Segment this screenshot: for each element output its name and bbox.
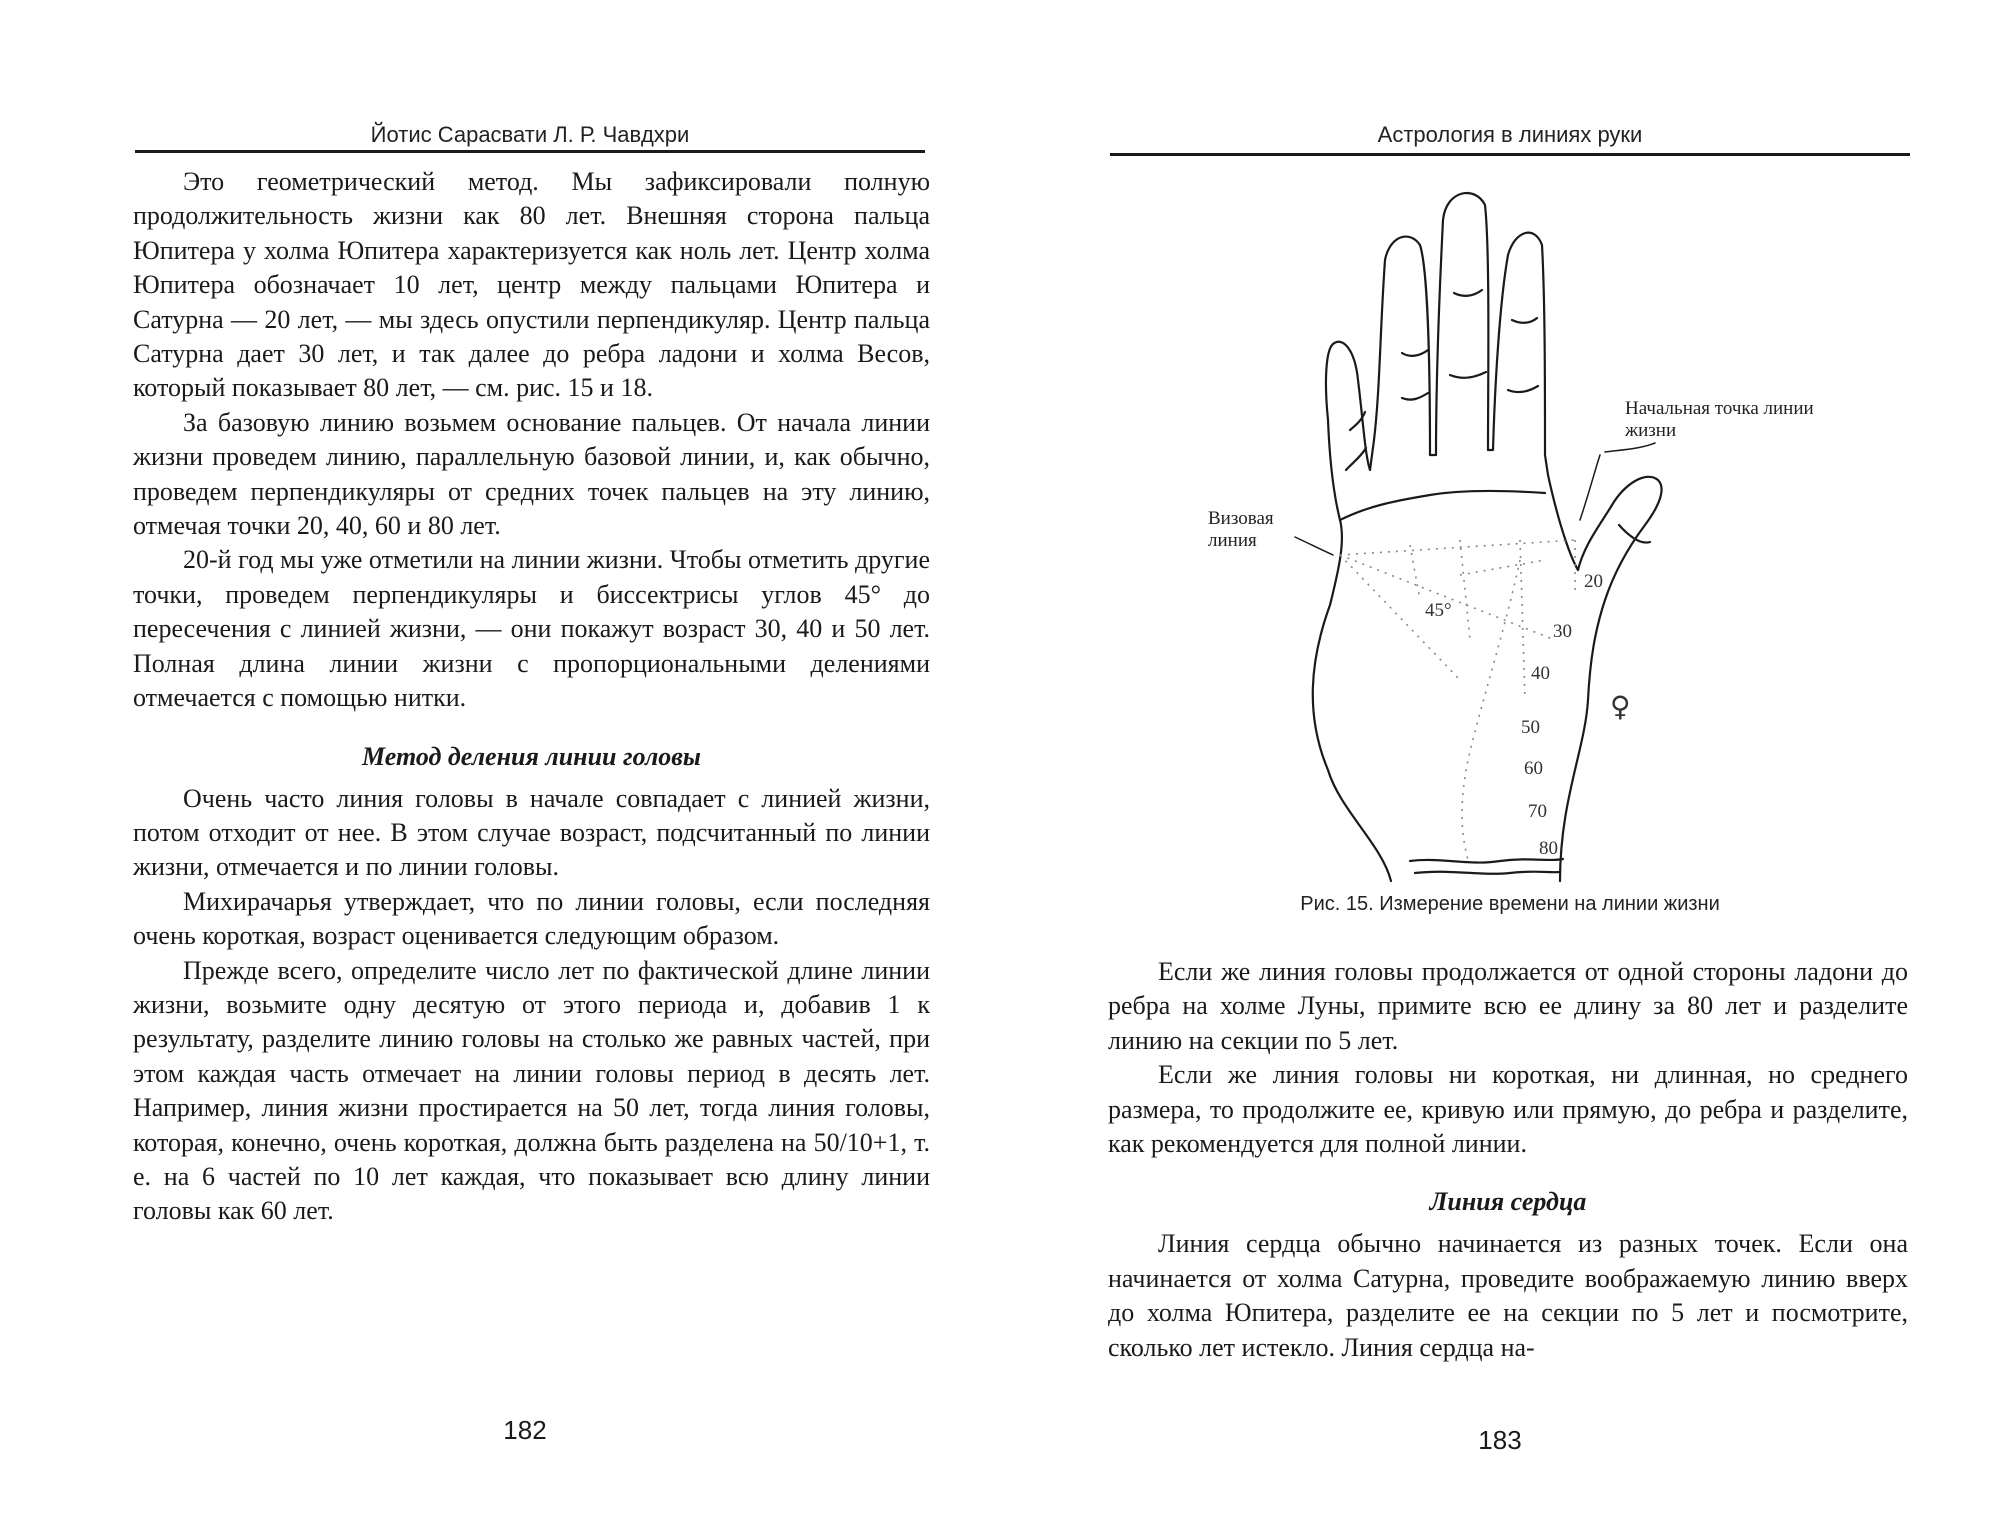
paragraph: Прежде всего, определите число лет по фактической длине линии жизни, возьмите одну десятую от этого периода и, добавив 1 к результату, разделите линию головы на столько же равных частей, при этом каждая часть отмечает на линии головы период в десять лет. Например, линия жизни простирается на 50 лет, тогда линия головы, которая, конечно, очень короткая, должна быть разделена на 50/10+1, т. е. на 6 частей по 10 лет каждая, что показывает всю длину линии головы как 60 лет.: [133, 955, 930, 1226]
leader-line: [1605, 443, 1655, 452]
paragraph: Линия сердца обычно начинается из разных точек. Если она начинается от холма Сатурна, проведите воображаемую линию вверх до холма Юпитера, разделите ее на секции по 5 лет и посмотрите, сколько лет истекло. Линия сердца на-: [1108, 1229, 1908, 1362]
wrist-line: [1415, 872, 1560, 874]
header-rule-left: [135, 150, 925, 153]
right-page: [1000, 0, 2000, 1533]
finger-mark: [1346, 448, 1366, 470]
construction-line: [1460, 540, 1470, 640]
age-mark: 50: [1521, 717, 1540, 738]
construction-line: [1410, 545, 1420, 600]
right-text-block: [1108, 955, 1908, 1365]
label-start-point: Начальная точка линии жизни: [1625, 398, 1814, 441]
paragraph: Михирачарья утверждает, что по линии головы, если последняя очень короткая, возраст оценивается следующим образом.: [133, 886, 930, 951]
section-heading: Метод деления линии головы: [362, 741, 701, 771]
hand-illustration: [1000, 0, 2000, 960]
leader-line: [1295, 537, 1333, 555]
finger-mark: [1619, 525, 1650, 543]
angle-label: 45°: [1425, 600, 1452, 621]
paragraph: Если же линия головы ни короткая, ни длинная, но среднего размера, то продолжите ее, кривую или прямую, до ребра и разделите, как рекомендуется для полной линии.: [1108, 1060, 1908, 1159]
page-number-left: 182: [503, 1415, 547, 1445]
finger-mark: [1450, 372, 1486, 378]
running-head-right: Астрология в линиях руки: [1377, 122, 1643, 147]
paragraph: Это геометрический метод. Мы зафиксировали полную продолжительность жизни как 80 лет. Внешняя сторона пальца Юпитера у холма Юпитера характеризуется как ноль лет. Центр холма Юпитера обозначает 10 лет, центр между пальцами Юпитера и Сатурна — 20 лет, — мы здесь опустили перпендикуляр. Центр пальца Сатурна дает 30 лет, и так далее до ребра ладони и холма Весов, который показывает 80 лет, — см. рис. 15 и 18.: [133, 167, 930, 403]
venus-symbol: ♀: [1610, 690, 1631, 723]
construction-line: [1462, 560, 1520, 860]
figure-caption: Рис. 15. Измерение времени на линии жизни: [1300, 893, 1720, 915]
construction-line: [1340, 555, 1555, 640]
page-number-right: 183: [1478, 1425, 1522, 1455]
finger-mark: [1402, 350, 1428, 356]
age-mark: 80: [1539, 838, 1558, 859]
left-text-block: [133, 165, 930, 1229]
finger-mark: [1508, 386, 1538, 392]
running-head-left: Йотис Сарасвати Л. Р. Чавдхри: [370, 122, 690, 147]
label-base-line: Визовая линия: [1208, 508, 1274, 551]
age-mark: 40: [1531, 663, 1550, 684]
section-heading: Линия сердца: [1429, 1187, 1587, 1217]
hand-outline: [1313, 193, 1662, 881]
finger-mark: [1512, 318, 1537, 323]
paragraph: За базовую линию возьмем основание пальцев. От начала линии жизни проведем линию, параллельную базовой линии, и, как обычно, проведем перпендикуляры от средних точек пальцев на эту линию, отмечая точки 20, 40, 60 и 80 лет.: [133, 407, 930, 541]
age-mark: 60: [1524, 758, 1543, 779]
age-mark: 70: [1528, 801, 1547, 822]
paragraph: Если же линия головы продолжается от одной стороны ладони до ребра на холме Луны, примите всю ее длину за 80 лет и разделите линию на секции по 5 лет.: [1108, 957, 1908, 1055]
finger-mark: [1454, 290, 1482, 296]
construction-line: [1340, 540, 1575, 555]
finger-base-line: [1340, 491, 1545, 520]
leader-line: [1580, 455, 1600, 520]
paragraph: 20-й год мы уже отметили на линии жизни. Чтобы отметить другие точки, проведем перпендикуляры и биссектрисы углов 45° до пересечения с линией жизни, — они покажут возраст 30, 40 и 50 лет. Полная длина линии жизни с пропорциональными делениями отмечается с помощью нитки.: [133, 545, 930, 713]
construction-line: [1460, 560, 1545, 575]
paragraph: Очень часто линия головы в начале совпадает с линией жизни, потом отходит от нее. В этом случае возраст, подсчитанный по линии жизни, отмечается и по линии головы.: [133, 783, 930, 882]
age-mark: 20: [1584, 571, 1603, 592]
age-mark: 30: [1553, 621, 1572, 642]
finger-mark: [1402, 393, 1428, 400]
hand-figure: [1000, 0, 2000, 960]
